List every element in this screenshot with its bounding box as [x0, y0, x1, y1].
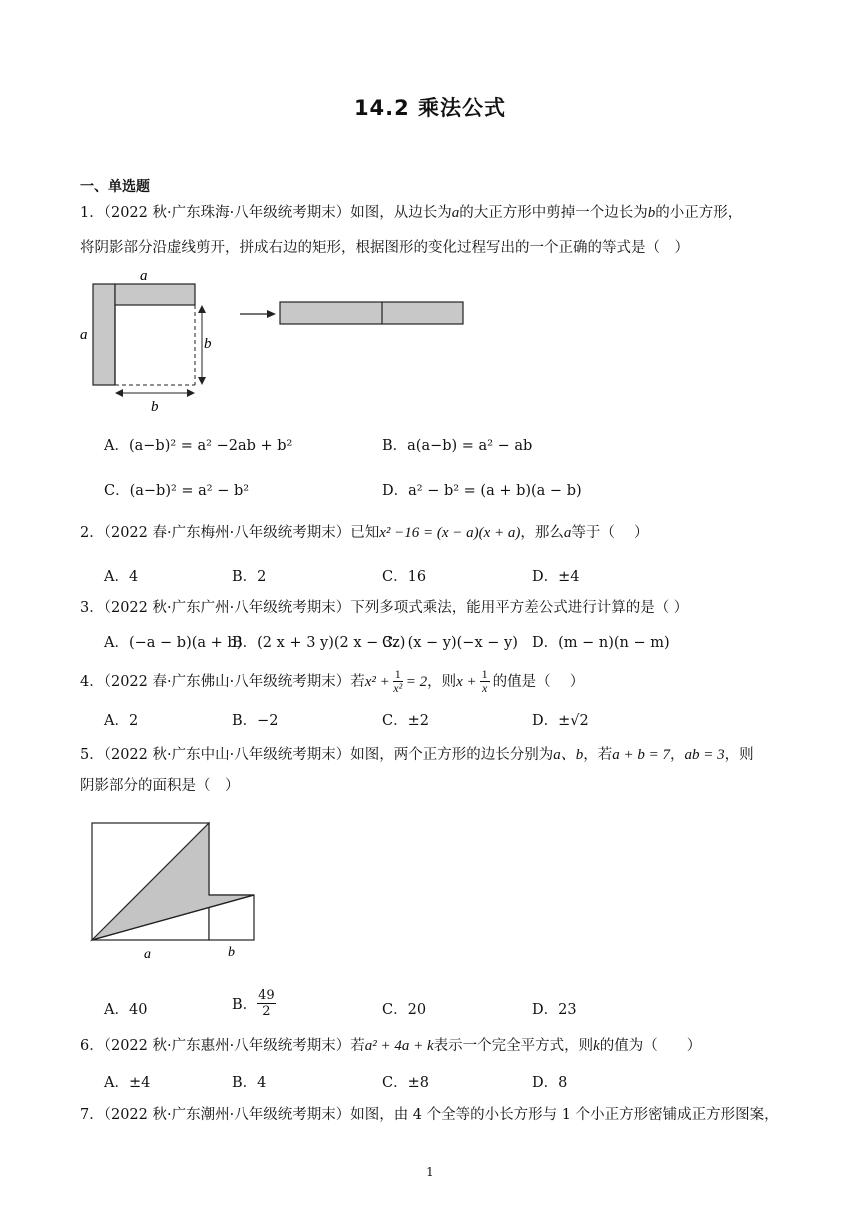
label-b: b — [228, 945, 235, 960]
question-3-option-b[interactable]: B．(2 x + 3 y)(2 x − 3z) — [232, 635, 406, 651]
question-1-figure — [76, 262, 476, 422]
question-2-option-b[interactable]: B．2 — [232, 569, 267, 585]
question-3-stem: 3．（2022 秋·广东广州·八年级统考期末）下列多项式乘法，能用平方差公式进行计算的是（ ） — [80, 600, 689, 616]
page-title: 14.2 乘法公式 — [353, 96, 507, 120]
label-a: a — [144, 947, 151, 962]
question-2-option-c[interactable]: C．16 — [382, 569, 427, 585]
question-6-option-b[interactable]: B．4 — [232, 1075, 267, 1091]
question-6-option-c[interactable]: C．±8 — [382, 1075, 429, 1091]
question-5-figure — [88, 818, 268, 966]
shaded-left-strip — [93, 284, 115, 385]
question-2-option-a[interactable]: A．4 — [104, 569, 139, 585]
section-heading: 一、单选题 — [80, 179, 150, 195]
fraction: 49 2 — [258, 988, 275, 1019]
question-3-option-d[interactable]: D．(m − n)(n − m) — [532, 635, 670, 651]
question-4-option-a[interactable]: A．2 — [104, 713, 139, 729]
arrow-right-icon — [267, 310, 276, 318]
result-rectangle — [280, 302, 463, 324]
question-7-stem: 7．（2022 秋·广东潮州·八年级统考期末）如图，由 4 个全等的小长方形与 1 个小正方形密铺成正方形图案， — [80, 1107, 779, 1123]
question-1-option-b[interactable]: B．a(a−b) = a² − ab — [382, 438, 533, 454]
question-3-option-c[interactable]: C．(x − y)(−x − y) — [382, 635, 518, 651]
label-a-top: a — [140, 268, 148, 284]
question-1-stem: 1．（2022 秋·广东珠海·八年级统考期末）如图，从边长为a的大正方形中剪掉一个边长为b的小正方形， — [80, 205, 743, 221]
question-4-option-c[interactable]: C．±2 — [382, 713, 429, 729]
question-4-option-d[interactable]: D．±√2 — [532, 713, 589, 729]
question-5-option-a[interactable]: A．40 — [104, 1002, 148, 1018]
question-1-stem-line2: 将阴影部分沿虚线剪开，拼成右边的矩形，根据图形的变化过程写出的一个正确的等式是（ ） — [80, 240, 689, 256]
question-1-option-d[interactable]: D．a² − b² = (a + b)(a − b) — [382, 483, 582, 499]
question-5-stem: 5．（2022 秋·广东中山·八年级统考期末）如图，两个正方形的边长分别为a、b，若a + b = 7，ab = 3，则 — [80, 747, 754, 763]
question-5-stem-line2: 阴影部分的面积是（ ） — [80, 778, 240, 794]
question-5-option-b[interactable]: B． 49 2 — [232, 988, 275, 1019]
question-6-option-d[interactable]: D．8 — [532, 1075, 568, 1091]
question-1-option-a[interactable]: A．(a−b)² = a² −2ab + b² — [104, 438, 293, 454]
question-4-option-b[interactable]: B．−2 — [232, 713, 279, 729]
question-2-stem: 2．（2022 春·广东梅州·八年级统考期末）已知x² −16 = (x − a)(x + a)，那么a等于（ ） — [80, 525, 649, 541]
question-1-option-c[interactable]: C．(a−b)² = a² − b² — [104, 483, 250, 499]
shaded-top-strip — [115, 284, 195, 305]
fraction: $\frac{1}{\text{x²}}$ — [393, 667, 403, 695]
label-b-bottom: b — [151, 399, 159, 415]
question-5-option-d[interactable]: D．23 — [532, 1002, 577, 1018]
question-3-option-a[interactable]: A．(−a − b)(a + b) — [104, 635, 243, 651]
question-5-option-c[interactable]: C．20 — [382, 1002, 427, 1018]
fraction: $\frac{1}{x}$ — [481, 667, 488, 695]
label-a-left: a — [80, 327, 88, 343]
question-6-stem: 6．（2022 秋·广东惠州·八年级统考期末）若a² + 4a + k表示一个完全平方式，则k的值为（ ） — [80, 1038, 702, 1054]
page-number: 1 — [426, 1165, 434, 1179]
question-4-stem: 4．（2022 春·广东佛山·八年级统考期末）若 x² + $\frac{1}{\text{x²}}$ = 2 ，则 x + $\frac{1}{x}$ 的值是（ ） — [80, 667, 585, 695]
question-6-option-a[interactable]: A．±4 — [104, 1075, 151, 1091]
label-b-right: b — [204, 336, 212, 352]
question-2-option-d[interactable]: D．±4 — [532, 569, 580, 585]
